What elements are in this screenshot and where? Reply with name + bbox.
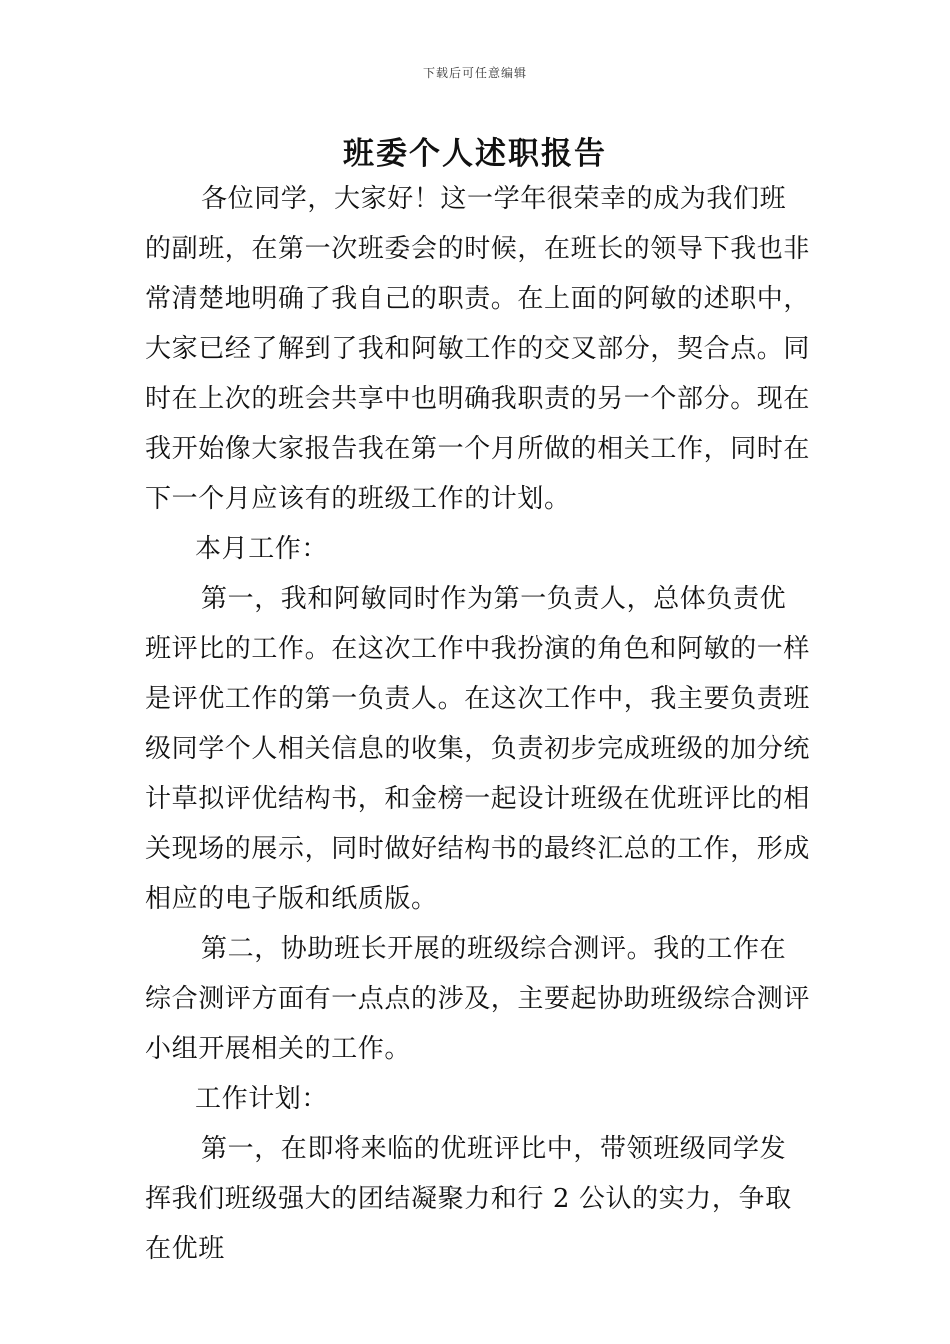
paragraph-intro: 各位同学，大家好！这一学年很荣幸的成为我们班的副班，在第一次班委会的时候，在班长的领导下我也非常清楚地明确了我自己的职责。在上面的阿敏的述职中，大家已经了解到了我和阿敏工作的交叉部分，契合点。同时在上次的班会共享中也明确我职责的另一个部分。现在我开始像大家报告我在第一个月所做的相关工作，同时在下一个月应该有的班级工作的计划。 [145, 184, 811, 514]
paragraph-work-item-1: 第一，我和阿敏同时作为第一负责人，总体负责优班评比的工作。在这次工作中我扮演的角色和阿敏的一样是评优工作的第一负责人。在这次工作中，我主要负责班级同学个人相关信息的收集，负责初步完成班级的加分统计草拟评优结构书，和金榜一起设计班级在优班评比的相关现场的展示，同时做好结构书的最终汇总的工作，形成相应的电子版和纸质版。 [145, 584, 811, 914]
paragraph-plan-item-1: 第一，在即将来临的优班评比中，带领班级同学发挥我们班级强大的团结凝聚力和行 2 公认的实力，争取在优班 [145, 1134, 792, 1264]
document-body [145, 174, 810, 1274]
paragraph-work-item-2: 第二，协助班长开展的班级综合测评。我的工作在综合测评方面有一点点的涉及，主要起协助班级综合测评小组开展相关的工作。 [145, 934, 811, 1064]
page-title: 班委个人述职报告 [343, 136, 607, 172]
header-note: 下载后可任意编辑 [422, 66, 527, 80]
section-heading-this-month: 本月工作： [195, 534, 329, 564]
section-heading-work-plan: 工作计划： [195, 1084, 329, 1114]
